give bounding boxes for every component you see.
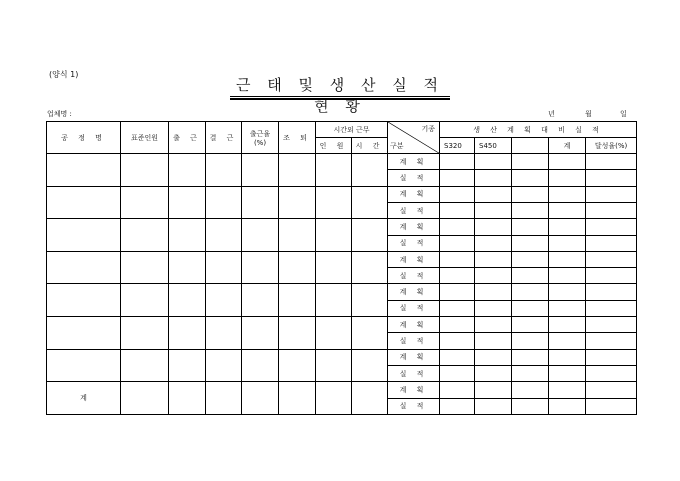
data-cell	[512, 398, 549, 414]
company-name-label: 업체명 :	[47, 110, 72, 118]
data-cell	[121, 219, 169, 252]
data-cell	[47, 284, 121, 317]
data-cell	[206, 154, 242, 187]
data-cell	[512, 251, 549, 267]
data-cell	[549, 382, 586, 398]
data-cell	[169, 251, 206, 284]
actual-label: 실 적	[388, 235, 440, 251]
data-cell	[586, 398, 637, 414]
plan-label: 계 획	[388, 186, 440, 202]
data-cell	[242, 186, 279, 219]
plan-row	[47, 317, 637, 333]
actual-label: 실 적	[388, 300, 440, 316]
data-cell	[549, 284, 586, 300]
data-cell	[512, 300, 549, 316]
data-cell	[242, 317, 279, 350]
data-cell	[206, 317, 242, 350]
header-model-s450: S450	[475, 138, 512, 154]
data-cell	[475, 365, 512, 381]
data-cell	[316, 317, 352, 350]
data-cell	[512, 170, 549, 186]
data-cell	[316, 219, 352, 252]
header-attendance: 출 근	[169, 122, 206, 154]
data-cell	[440, 202, 475, 218]
data-cell	[549, 349, 586, 365]
data-cell	[440, 382, 475, 398]
data-cell	[475, 186, 512, 202]
plan-label: 계 획	[388, 382, 440, 398]
data-cell	[206, 382, 242, 415]
data-cell	[475, 219, 512, 235]
header-overtime: 시간외 근무	[316, 122, 388, 138]
data-cell	[169, 154, 206, 187]
data-cell	[47, 317, 121, 350]
actual-label: 실 적	[388, 268, 440, 284]
form-number-label: (양식 1)	[49, 70, 79, 79]
data-cell	[586, 186, 637, 202]
plan-label: 계 획	[388, 349, 440, 365]
data-cell	[549, 398, 586, 414]
title-underline	[230, 96, 450, 97]
total-row-label: 계	[47, 382, 121, 415]
data-cell	[475, 235, 512, 251]
data-cell	[475, 170, 512, 186]
document-title: 근 태 및 생 산 실 적 현 황	[235, 76, 445, 115]
data-cell	[549, 333, 586, 349]
data-cell	[279, 219, 316, 252]
data-cell	[586, 365, 637, 381]
actual-label: 실 적	[388, 365, 440, 381]
data-cell	[440, 333, 475, 349]
data-cell	[352, 251, 388, 284]
header-achievement-rate: 달성율(%)	[586, 138, 637, 154]
data-cell	[549, 365, 586, 381]
data-cell	[169, 284, 206, 317]
data-cell	[242, 382, 279, 415]
data-cell	[316, 251, 352, 284]
date-year-label: 년	[548, 110, 555, 118]
data-cell	[475, 154, 512, 170]
header-overtime-persons: 인 원	[316, 138, 352, 154]
data-cell	[440, 251, 475, 267]
data-cell	[440, 268, 475, 284]
data-cell	[316, 186, 352, 219]
data-cell	[440, 219, 475, 235]
data-cell	[586, 382, 637, 398]
plan-row	[47, 219, 637, 235]
data-cell	[586, 202, 637, 218]
data-cell	[586, 170, 637, 186]
data-cell	[47, 186, 121, 219]
data-cell	[279, 349, 316, 382]
data-cell	[475, 398, 512, 414]
data-cell	[121, 154, 169, 187]
data-cell	[47, 219, 121, 252]
data-cell	[475, 317, 512, 333]
data-cell	[279, 284, 316, 317]
header-absence: 결 근	[206, 122, 242, 154]
data-cell	[121, 186, 169, 219]
data-cell	[352, 317, 388, 350]
data-cell	[512, 202, 549, 218]
data-cell	[512, 382, 549, 398]
actual-label: 실 적	[388, 333, 440, 349]
data-cell	[586, 317, 637, 333]
header-production: 생 산 계 획 대 비 실 적	[440, 122, 637, 138]
data-cell	[121, 349, 169, 382]
data-cell	[352, 382, 388, 415]
plan-label: 계 획	[388, 317, 440, 333]
header-model: 기종	[421, 125, 436, 133]
data-cell	[586, 300, 637, 316]
data-cell	[440, 398, 475, 414]
header-early-leave: 조 퇴	[279, 122, 316, 154]
header-total: 계	[549, 138, 586, 154]
data-cell	[475, 333, 512, 349]
data-cell	[169, 186, 206, 219]
data-cell	[549, 154, 586, 170]
data-cell	[242, 251, 279, 284]
data-cell	[549, 251, 586, 267]
data-cell	[512, 235, 549, 251]
data-cell	[440, 154, 475, 170]
data-cell	[352, 284, 388, 317]
data-cell	[206, 251, 242, 284]
data-cell	[475, 202, 512, 218]
data-cell	[440, 235, 475, 251]
data-cell	[440, 317, 475, 333]
data-cell	[169, 317, 206, 350]
data-cell	[242, 284, 279, 317]
header-model-s320: S320	[440, 138, 475, 154]
data-cell	[352, 154, 388, 187]
data-cell	[352, 186, 388, 219]
header-standard-staff: 표준인원	[121, 122, 169, 154]
data-cell	[549, 300, 586, 316]
data-cell	[352, 219, 388, 252]
data-cell	[206, 284, 242, 317]
data-cell	[121, 317, 169, 350]
data-cell	[586, 284, 637, 300]
data-cell	[440, 284, 475, 300]
data-cell	[475, 349, 512, 365]
plan-row	[47, 284, 637, 300]
data-cell	[549, 317, 586, 333]
data-cell	[586, 219, 637, 235]
header-process: 공 정 명	[47, 122, 121, 154]
plan-label: 계 획	[388, 154, 440, 170]
data-cell	[512, 333, 549, 349]
data-cell	[586, 154, 637, 170]
data-cell	[206, 349, 242, 382]
data-cell	[512, 154, 549, 170]
data-cell	[242, 219, 279, 252]
data-cell	[440, 300, 475, 316]
plan-row	[47, 349, 637, 365]
data-cell	[512, 365, 549, 381]
data-cell	[352, 349, 388, 382]
data-cell	[279, 251, 316, 284]
data-cell	[121, 251, 169, 284]
header-attendance-rate-unit: (%)	[253, 138, 267, 147]
data-cell	[279, 186, 316, 219]
data-cell	[549, 170, 586, 186]
header-attendance-rate-label: 출근율	[249, 129, 271, 138]
header-overtime-hours: 시 간	[352, 138, 388, 154]
data-cell	[440, 365, 475, 381]
data-cell	[512, 186, 549, 202]
data-cell	[169, 219, 206, 252]
data-cell	[512, 284, 549, 300]
header-empty	[512, 138, 549, 154]
data-cell	[549, 186, 586, 202]
plan-label: 계 획	[388, 251, 440, 267]
data-cell	[47, 251, 121, 284]
data-cell	[512, 349, 549, 365]
data-cell	[121, 284, 169, 317]
data-cell	[586, 333, 637, 349]
date-day-label: 일	[620, 110, 627, 118]
plan-label: 계 획	[388, 284, 440, 300]
data-cell	[475, 268, 512, 284]
plan-row	[47, 186, 637, 202]
data-cell	[169, 349, 206, 382]
data-cell	[206, 219, 242, 252]
header-division: 구분	[390, 142, 404, 151]
plan-label: 계 획	[388, 219, 440, 235]
data-cell	[549, 202, 586, 218]
header-attendance-rate	[242, 122, 279, 154]
data-cell	[242, 154, 279, 187]
data-cell	[440, 349, 475, 365]
header-row-1	[47, 122, 637, 138]
data-cell	[475, 382, 512, 398]
data-cell	[279, 382, 316, 415]
data-cell	[586, 349, 637, 365]
title-underline-thick	[230, 98, 450, 100]
header-model-division	[388, 122, 440, 154]
date-month-label: 월	[585, 110, 592, 118]
data-cell	[586, 251, 637, 267]
attendance-production-table	[46, 121, 637, 415]
data-cell	[316, 284, 352, 317]
data-cell	[549, 219, 586, 235]
data-cell	[279, 154, 316, 187]
data-cell	[169, 382, 206, 415]
data-cell	[279, 317, 316, 350]
data-cell	[206, 186, 242, 219]
data-cell	[440, 186, 475, 202]
data-cell	[549, 268, 586, 284]
data-cell	[475, 284, 512, 300]
data-cell	[47, 349, 121, 382]
plan-row	[47, 251, 637, 267]
actual-label: 실 적	[388, 398, 440, 414]
data-cell	[440, 170, 475, 186]
data-cell	[586, 268, 637, 284]
data-cell	[512, 317, 549, 333]
actual-label: 실 적	[388, 202, 440, 218]
data-cell	[316, 382, 352, 415]
data-cell	[316, 154, 352, 187]
data-cell	[316, 349, 352, 382]
actual-label: 실 적	[388, 170, 440, 186]
data-cell	[512, 268, 549, 284]
data-cell	[475, 251, 512, 267]
data-cell	[512, 219, 549, 235]
data-cell	[47, 154, 121, 187]
data-cell	[549, 235, 586, 251]
data-cell	[121, 382, 169, 415]
data-cell	[242, 349, 279, 382]
data-cell	[586, 235, 637, 251]
data-cell	[475, 300, 512, 316]
plan-row	[47, 154, 637, 170]
plan-row	[47, 382, 637, 398]
